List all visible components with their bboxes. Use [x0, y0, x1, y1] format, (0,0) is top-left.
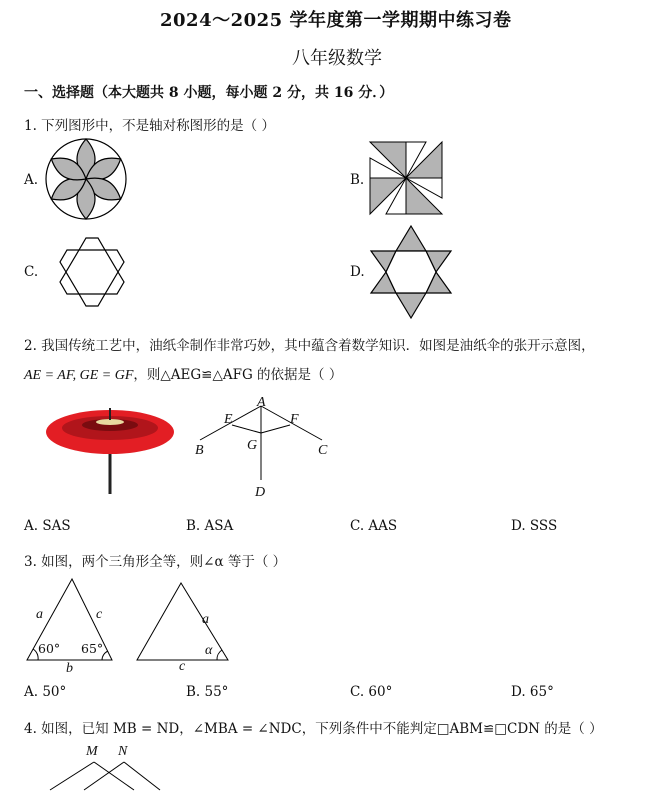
q3-t1-angle-60: 60°	[38, 641, 61, 656]
q2-condition: AE = AF, GE = GF	[24, 368, 134, 383]
q2-label-e: E	[224, 412, 233, 427]
q2-option-c: C. AAS	[350, 518, 398, 534]
q1-option-c-figure	[44, 228, 144, 318]
q2-label-c: C	[318, 443, 328, 458]
q3-option-b: B. 55°	[186, 684, 229, 700]
q2-label-b: B	[195, 443, 204, 458]
q3-t2-side-c: c	[179, 659, 186, 674]
q1-option-a-label: A.	[24, 172, 39, 188]
q1-option-b-label: B.	[350, 172, 365, 188]
q3-t1-side-c: c	[96, 607, 103, 622]
section-heading: 一、选择题（本大题共 8 小题，每小题 2 分，共 16 分．）	[24, 85, 394, 101]
umbrella-image	[44, 398, 184, 498]
q2-condition-suffix: ，则△AEG≌△AFG 的依据是（ ）	[133, 367, 343, 383]
q4-label-m: M	[86, 744, 98, 759]
q2-option-d: D. SSS	[511, 518, 558, 534]
exam-subtitle: 八年级数学	[292, 48, 382, 69]
q3-option-a: A. 50°	[24, 684, 67, 700]
q3-t1-side-b: b	[66, 661, 73, 676]
question-2-text: 2. 我国传统工艺中，油纸伞制作非常巧妙，其中蕴含着数学知识．如图是油纸伞的张开示意图，	[24, 338, 595, 354]
q2-label-d: D	[255, 485, 266, 500]
question-1-text: 1. 下列图形中，不是轴对称图形的是（ ）	[24, 118, 275, 134]
q1-option-b-figure	[368, 140, 448, 220]
question-3-text: 3. 如图，两个三角形全等，则∠α 等于（ ）	[24, 554, 287, 570]
q2-option-b: B. ASA	[186, 518, 234, 534]
q3-t2-alpha: α	[205, 643, 213, 658]
exam-title: 2024～2025 学年度第一学期期中练习卷	[160, 10, 512, 31]
q3-t2-side-a: a	[202, 612, 209, 627]
q4-label-n: N	[118, 744, 128, 759]
q1-option-c-label: C.	[24, 264, 39, 280]
q2-option-a: A. SAS	[24, 518, 71, 534]
q2-label-f: F	[290, 412, 299, 427]
q1-option-d-figure	[368, 224, 468, 314]
q2-label-g: G	[247, 438, 258, 453]
q3-option-c: C. 60°	[350, 684, 393, 700]
q1-option-d-label: D.	[350, 264, 365, 280]
q3-t1-angle-65: 65°	[81, 641, 104, 656]
q3-t1-side-a: a	[36, 607, 43, 622]
q2-label-a: A	[257, 395, 266, 410]
q1-option-a-figure	[44, 135, 134, 225]
q3-triangle-2	[134, 576, 244, 666]
q4-figure	[44, 760, 184, 800]
question-2-condition-line	[24, 363, 342, 384]
q3-option-d: D. 65°	[511, 684, 554, 700]
question-4-text: 4. 如图，已知 MB = ND，∠MBA = ∠NDC，下列条件中不能判定□ABM≌□CDN 的是（ ）	[24, 721, 603, 737]
